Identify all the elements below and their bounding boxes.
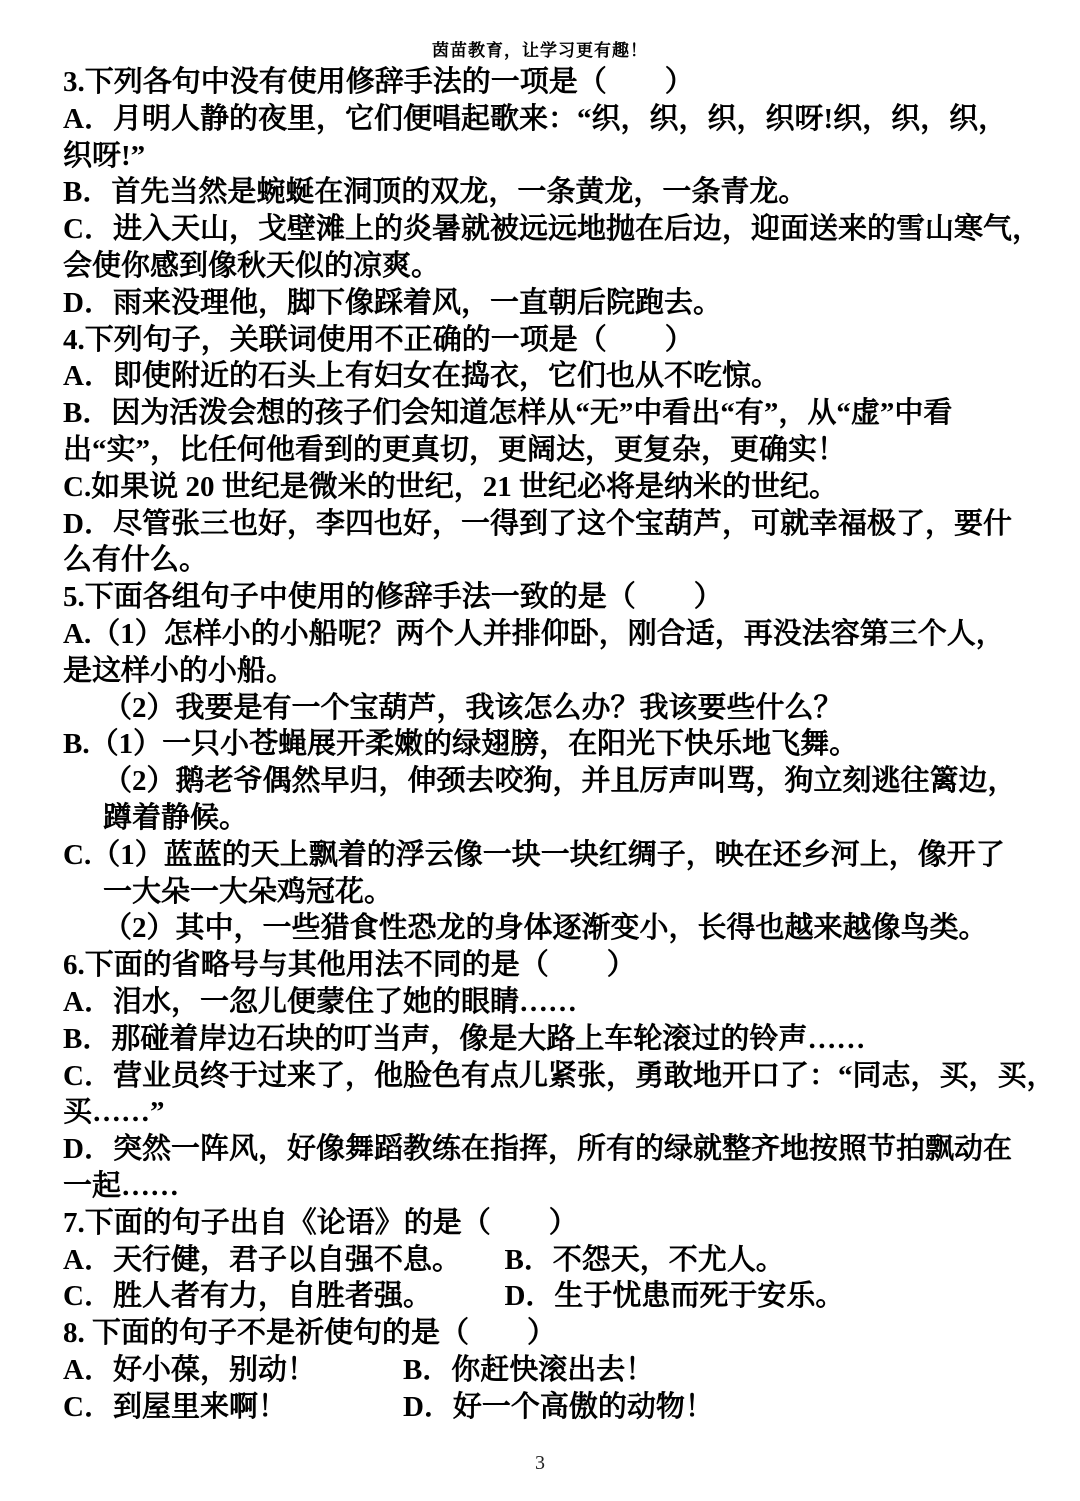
text-line: 6.下面的省略号与其他用法不同的是（ ） xyxy=(63,949,636,982)
worksheet-body xyxy=(63,64,1056,1425)
text-line: A．泪水，一忽儿便蒙住了她的眼睛…… xyxy=(63,985,577,1018)
text-line: 3.下列各句中没有使用修辞手法的一项是（ ） xyxy=(63,66,694,98)
text-line: 会使你感到像秋天似的凉爽。 xyxy=(63,249,441,282)
text-line: A．月明人静的夜里，它们便唱起歌来：“织，织，织，织呀!织，织，织， xyxy=(63,102,1008,135)
page-footer xyxy=(0,1452,1080,1475)
text-line: C.（1）蓝蓝的天上飘着的浮云像一块一块红绸子，映在还乡河上，像开了 xyxy=(63,838,1005,871)
text-line: 8. 下面的句子不是祈使句的是（ ） xyxy=(63,1317,557,1350)
text-line: C.如果说 20 世纪是微米的世纪，21 世纪必将是纳米的世纪。 xyxy=(63,470,838,503)
text-line: 一大朵一大朵鸡冠花。 xyxy=(103,875,394,908)
text-line: 一起…… xyxy=(63,1169,180,1202)
text-line: B．首先当然是蜿蜒在洞顶的双龙，一条黄龙，一条青龙。 xyxy=(63,176,808,209)
text-line: B．那碰着岸边石块的叮当声，像是大路上车轮滚过的铃声…… xyxy=(63,1022,866,1055)
text-line: D．雨来没理他，脚下像踩着风，一直朝后院跑去。 xyxy=(63,286,722,319)
text-line: 5.下面各组句子中使用的修辞手法一致的是（ ） xyxy=(63,581,723,614)
text-line: B.（1）一只小苍蝇展开柔嫩的绿翅膀，在阳光下快乐地飞舞。 xyxy=(63,728,859,761)
text-line: A．天行健，君子以自强不息。 B．不怨天，不尤人。 xyxy=(63,1243,785,1276)
text-line: （2）其中，一些猎食性恐龙的身体逐渐变小，长得也越来越像鸟类。 xyxy=(103,912,988,945)
page-header xyxy=(0,36,1080,61)
text-line: （2）我要是有一个宝葫芦，我该怎么办？我该要些什么？ xyxy=(103,691,843,724)
text-line: 出“实”，比任何他看到的更真切，更阔达，更复杂，更确实！ xyxy=(63,433,847,466)
text-line: C．到屋里来啊！ D．好一个高傲的动物！ xyxy=(63,1390,714,1423)
text-line: D．突然一阵风，好像舞蹈教练在指挥，所有的绿就整齐地按照节拍飘动在 xyxy=(63,1133,1012,1166)
header-slogan: 茵苗教育，让学习更有趣！ xyxy=(432,41,648,60)
text-line: C．胜人者有力，自胜者强。 D．生于忧患而死于安乐。 xyxy=(63,1280,845,1313)
text-line: 买……” xyxy=(63,1096,165,1129)
text-line: C．营业员终于过来了，他脸色有点儿紧张，勇敢地开口了：“同志，买，买， xyxy=(63,1059,1056,1092)
text-line: 是这样小的小船。 xyxy=(63,654,296,687)
text-line: 蹲着静候。 xyxy=(103,801,249,834)
page-number: 3 xyxy=(535,1452,545,1474)
text-line: 么有什么。 xyxy=(63,544,209,577)
text-line: （2）鹅老爷偶然早归，伸颈去咬狗，并且厉声叫骂，狗立刻逃往篱边， xyxy=(103,765,1017,798)
text-line: C．进入天山，戈壁滩上的炎暑就被远远地抛在后边，迎面送来的雪山寒气， xyxy=(63,213,1041,246)
text-line: A．好小葆，别动！ B．你赶快滚出去！ xyxy=(63,1353,655,1386)
text-line: B．因为活泼会想的孩子们会知道怎样从“无”中看出“有”，从“虚”中看 xyxy=(63,397,953,430)
text-line: A．即使附近的石头上有妇女在捣衣，它们也从不吃惊。 xyxy=(63,360,780,393)
text-line: D．尽管张三也好，李四也好，一得到了这个宝葫芦，可就幸福极了，要什 xyxy=(63,507,1012,540)
text-line: 7.下面的句子出自《论语》的是（ ） xyxy=(63,1206,578,1239)
text-line: 织呀!” xyxy=(63,139,146,172)
text-line: A.（1）怎样小的小船呢？两个人并排仰卧，刚合适，再没法容第三个人， xyxy=(63,617,1005,650)
text-line: 4.下列句子，关联词使用不正确的一项是（ ） xyxy=(63,323,694,356)
